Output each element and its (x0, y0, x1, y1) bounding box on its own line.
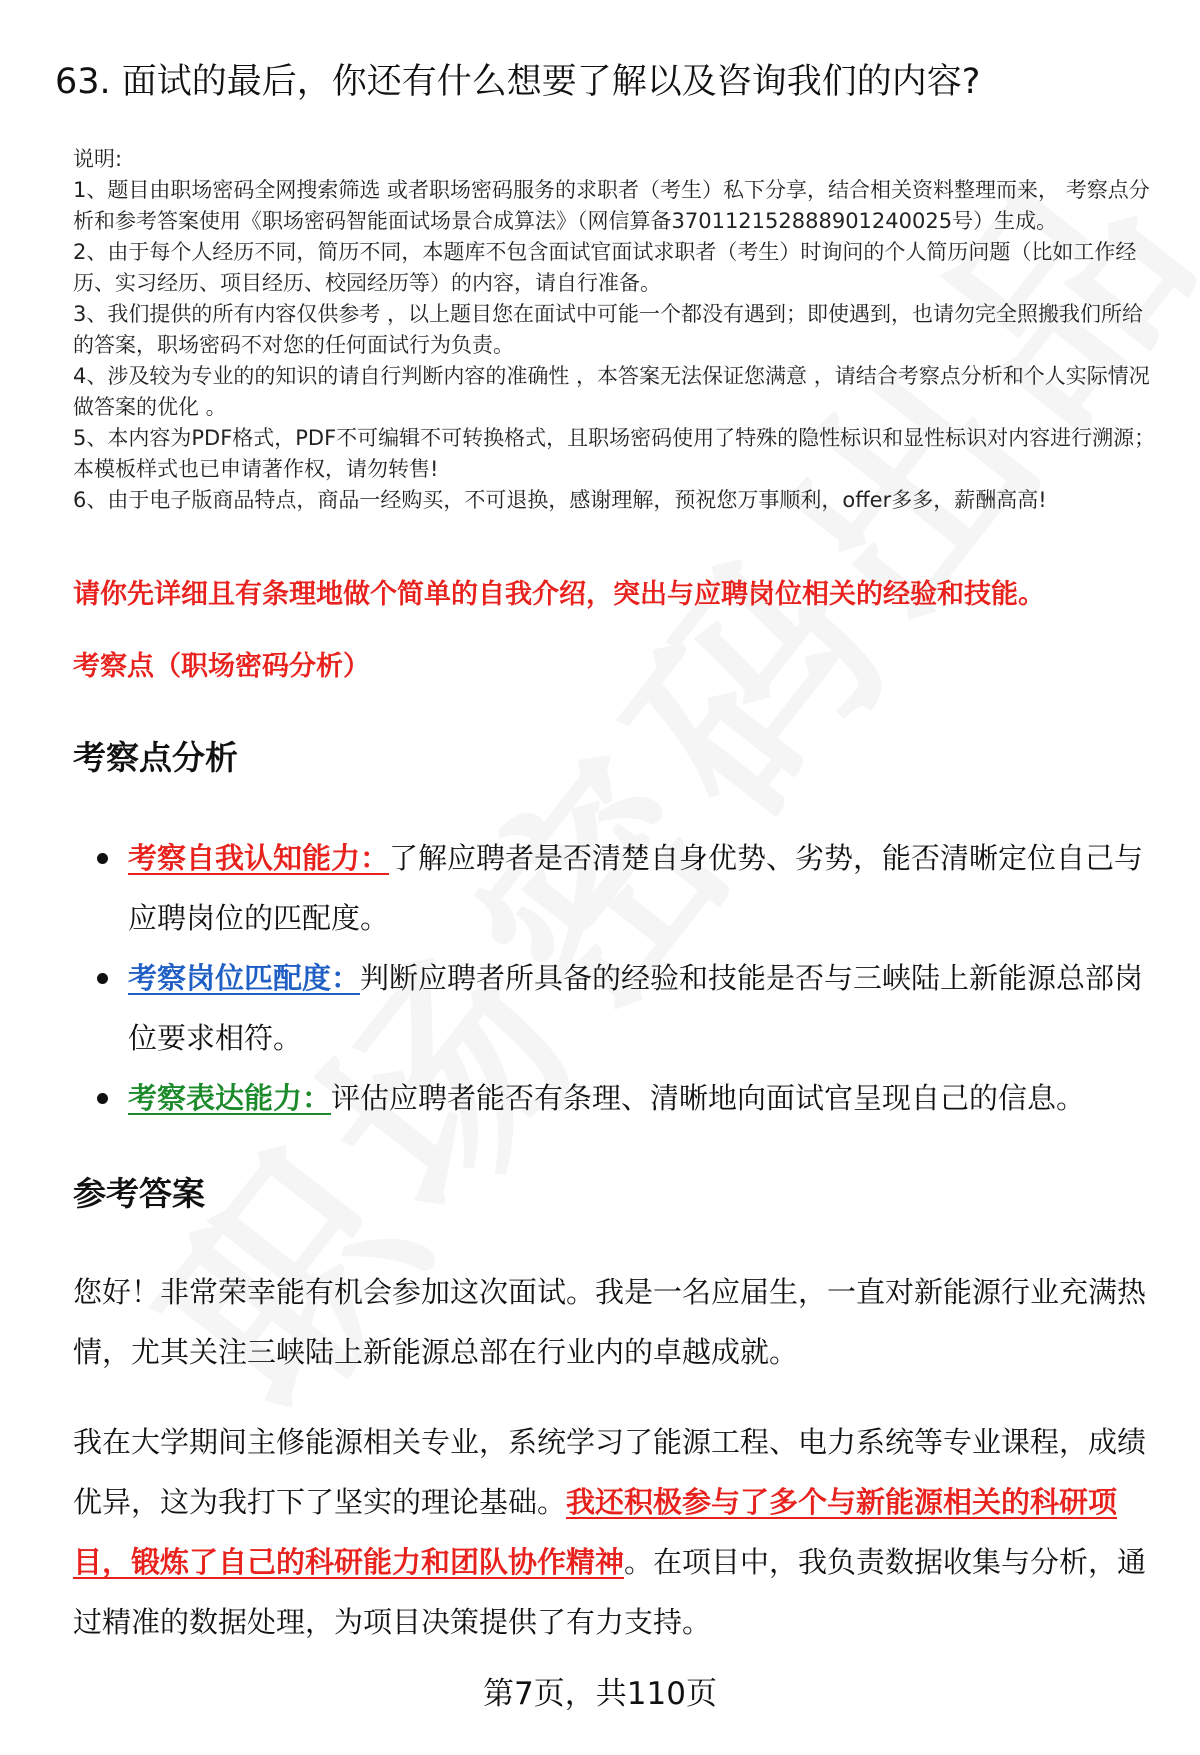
page-footer: 第7页，共110页 (483, 1676, 717, 1712)
bullet-dot-icon (97, 853, 108, 864)
question-title: 63. 面试的最后，你还有什么想要了解以及咨询我们的内容? (55, 62, 981, 102)
analysis-text: 评估应聘者能否有条理、清晰地向面试官呈现自己的信息。 (331, 1081, 1086, 1115)
interview-question: 请你先详细且有条理地做个简单的自我介绍，突出与应聘岗位相关的经验和技能。 (73, 579, 1045, 610)
notes-block (73, 144, 1163, 516)
analysis-keyword: 考察自我认知能力： (128, 841, 390, 875)
answer-p2-highlight: 我还积极参与了多个与新能源相关的科研项目，锻炼了自己的科研能力和团队协作精神 (73, 1485, 1118, 1579)
analysis-subtitle: 考察点（职场密码分析） (73, 651, 370, 682)
notes-line-6: 6、由于电子版商品特点，商品一经购买，不可退换，感谢理解，预祝您万事顺利，offer多多，薪酬高高! (73, 488, 1047, 512)
answer-paragraph-2 (73, 1412, 1163, 1652)
analysis-item (95, 948, 1155, 1068)
notes-line-2: 2、由于每个人经历不同，简历不同，本题库不包含面试官面试求职者（考生）时询问的个人简历问题（比如工作经历、实习经历、项目经历、校园经历等）的内容，请自行准备。 (73, 240, 1137, 295)
notes-line-5: 5、本内容为PDF格式，PDF不可编辑不可转换格式，且职场密码使用了特殊的隐性标识和显性标识对内容进行溯源；本模板样式也已申请著作权，请勿转售! (73, 426, 1156, 481)
bullet-dot-icon (97, 1093, 108, 1104)
notes-heading: 说明: (73, 147, 123, 171)
analysis-list (95, 828, 1155, 1128)
answer-heading: 参考答案 (73, 1174, 205, 1213)
answer-paragraph-1: 您好！非常荣幸能有机会参加这次面试。我是一名应届生，一直对新能源行业充满热情，尤其关注三峡陆上新能源总部在行业内的卓越成就。 (73, 1275, 1147, 1369)
analysis-text: 了解应聘者是否清楚自身优势、劣势，能否清晰定位自己与应聘岗位的匹配度。 (128, 841, 1144, 935)
bullet-dot-icon (97, 973, 108, 984)
analysis-heading: 考察点分析 (73, 738, 238, 777)
notes-line-4: 4、涉及较为专业的的知识的请自行判断内容的准确性 ，本答案无法保证您满意 ，请结合考察点分析和个人实际情况做答案的优化 。 (73, 364, 1150, 419)
analysis-keyword: 考察表达能力： (128, 1081, 332, 1115)
analysis-keyword: 考察岗位匹配度： (128, 961, 361, 995)
analysis-item (95, 828, 1155, 948)
analysis-item (95, 1068, 1155, 1128)
answer-p2-before: 我在大学期间主修能源相关专业，系统学习了能源工程、电力系统等专业课程，成绩优异，这为我打下了坚实的理论基础。 (73, 1425, 1147, 1519)
notes-line-1: 1、题目由职场密码全网搜索筛选 或者职场密码服务的求职者（考生）私下分享，结合相关资料整理而来， 考察点分析和参考答案使用《职场密码智能面试场景合成算法》（网信算备370112152888901240025号）生成。 (73, 178, 1150, 233)
answer-p2-after: 。在项目中，我负责数据收集与分析，通过精准的数据处理，为项目决策提供了有力支持。 (73, 1545, 1147, 1639)
notes-line-3: 3、我们提供的所有内容仅供参考 ，以上题目您在面试中可能一个都没有遇到；即使遇到，也请勿完全照搬我们所给的答案，职场密码不对您的任何面试行为负责。 (73, 302, 1144, 357)
analysis-text: 判断应聘者所具备的经验和技能是否与三峡陆上新能源总部岗位要求相符。 (128, 961, 1144, 1055)
